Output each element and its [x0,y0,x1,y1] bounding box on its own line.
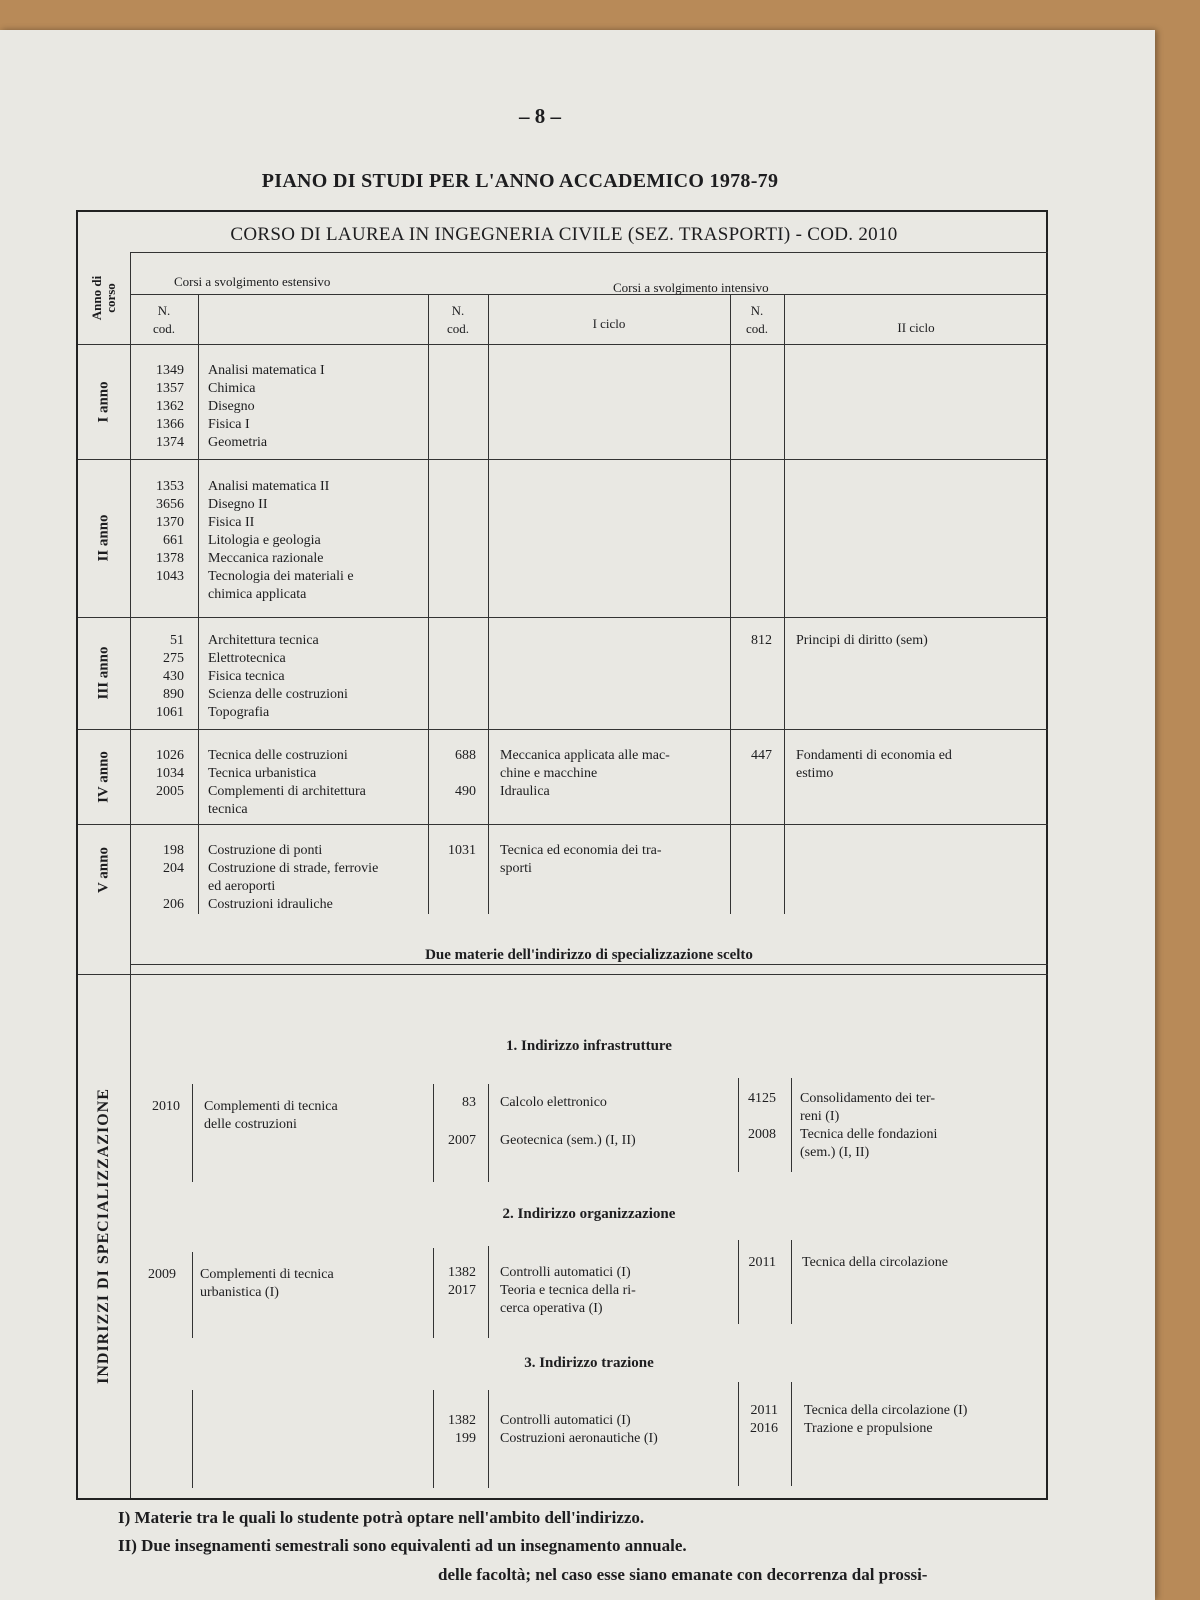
study-plan-table [76,210,1048,1500]
course-name: Fondamenti di economia ed [796,748,952,763]
page-title: PIANO DI STUDI PER L'ANNO ACCADEMICO 1978-79 [261,170,779,192]
course-name: Scienza delle costruzioni [208,687,348,702]
year-label: IV anno [95,751,112,803]
course-name: Controlli automatici (I) [500,1265,631,1280]
column-line [433,1248,434,1338]
group-title: 1. Indirizzo infrastrutture [506,1038,672,1054]
course-name: Meccanica applicata alle mac- [500,748,670,763]
course-code: 1034 [156,766,184,781]
course-name: Teoria e tecnica della ri- [500,1283,636,1298]
column-line [488,1390,489,1488]
course-code: 1374 [156,435,184,450]
course-code: 51 [170,633,184,648]
year-label: II anno [95,514,112,562]
extensive-header: Corsi a svolgimento estensivo [174,274,331,289]
course-name: Analisi matematica I [208,363,325,378]
course-name: Costruzioni aeronautiche (I) [500,1431,658,1446]
column-line [488,1246,489,1338]
course-name: Disegno II [208,497,268,512]
course-name: sporti [500,861,532,876]
course-code: 2016 [750,1421,778,1436]
course-name: Elettrotecnica [208,651,286,666]
footnote: I) Materie tra le quali lo studente potrà optare nell'ambito dell'indirizzo. [118,1508,645,1527]
course-code: 688 [455,748,476,763]
course-code: 1353 [156,479,184,494]
course-name: reni (I) [800,1109,840,1124]
course-name: Geometria [208,435,268,450]
course-code: 2011 [748,1255,776,1270]
course-name: Tecnica ed economia dei tra- [500,843,662,858]
header-line [130,294,1048,295]
course-code: 1349 [156,363,184,378]
column-line [192,1390,193,1488]
course-code: 1382 [448,1413,476,1428]
column-line [730,294,731,914]
group-title: 2. Indirizzo organizzazione [502,1206,676,1222]
course-name: chine e macchine [500,766,598,781]
course-name: Fisica tecnica [208,669,285,684]
course-code: 2010 [152,1099,180,1114]
course-code: 3656 [156,497,184,512]
year-label: V anno [95,847,112,893]
course-name: Fisica II [208,515,255,530]
course-name: Chimica [208,381,256,396]
course-name: Tecnica delle fondazioni [800,1127,938,1142]
course-name: Tecnica urbanistica [208,766,317,781]
header-line [78,344,1048,345]
code-header: N. cod. [446,303,470,336]
column-line [791,1240,792,1324]
group-title: 3. Indirizzo trazione [524,1355,654,1371]
column-line [488,1084,489,1182]
year-label: III anno [95,646,112,700]
year-label: I anno [95,381,112,423]
course-code: 661 [163,533,184,548]
course-code: 198 [163,843,184,858]
course-name: urbanistica (I) [200,1285,279,1300]
course-code: 1362 [156,399,184,414]
course-code: 1370 [156,515,184,530]
column-line [784,294,785,914]
course-code: 430 [163,669,184,684]
course-code: 1061 [156,705,184,720]
page-number: – 8 – [519,104,561,128]
intensive-header: Corsi a svolgimento intensivo [613,280,769,295]
course-name: Tecnica delle costruzioni [208,748,348,763]
course-name: Consolidamento dei ter- [800,1091,936,1106]
course-code: 2009 [148,1267,176,1282]
course-code: 490 [455,784,476,799]
course-name: Complementi di tecnica [204,1099,338,1114]
course-code: 2007 [448,1133,476,1148]
row-divider [78,974,1048,975]
course-name: Fisica I [208,417,250,432]
row-divider [130,964,1048,965]
row-divider [78,729,1048,730]
code-header: N. cod. [152,303,176,336]
specialization-note: Due materie dell'indirizzo di specializzazione scelto [425,947,753,963]
column-line [433,1390,434,1488]
course-code: 4125 [748,1091,776,1106]
course-name: Costruzioni idrauliche [208,897,333,912]
table-title: CORSO DI LAUREA IN INGEGNERIA CIVILE (SEZ. TRASPORTI) - COD. 2010 [230,224,898,245]
column-line [198,294,199,914]
header-line [130,252,1048,253]
year-column-header: Anno di corso [89,275,118,321]
row-divider [78,824,1048,825]
column-line [130,252,131,1498]
course-code: 206 [163,897,184,912]
course-code: 199 [455,1431,476,1446]
course-code: 2017 [448,1283,476,1298]
cycle2-header: II ciclo [897,320,935,335]
column-line [791,1382,792,1486]
course-name: Disegno [208,399,255,414]
course-code: 1031 [448,843,476,858]
column-line [433,1084,434,1182]
course-name: Principi di diritto (sem) [796,633,928,648]
column-line [738,1240,739,1324]
course-name: Idraulica [500,784,550,799]
code-header: N. cod. [745,303,769,336]
column-line [488,294,489,914]
column-line [428,294,429,914]
course-code: 1378 [156,551,184,566]
column-line [738,1078,739,1172]
course-name: chimica applicata [208,587,307,602]
course-code: 2008 [748,1127,776,1142]
course-code: 890 [163,687,184,702]
document-page [0,30,1155,1600]
column-line [791,1078,792,1172]
column-line [192,1084,193,1182]
course-name: ed aeroporti [208,879,276,894]
course-name: cerca operativa (I) [500,1301,603,1316]
course-name: Calcolo elettronico [500,1095,607,1110]
cycle1-header: I ciclo [592,316,626,331]
course-name: Analisi matematica II [208,479,330,494]
specialization-label: INDIRIZZI DI SPECIALIZZAZIONE [95,1088,112,1384]
course-name: Complementi di architettura [208,784,366,799]
course-name: Geotecnica (sem.) (I, II) [500,1133,636,1148]
course-code: 2005 [156,784,184,799]
column-line [192,1252,193,1338]
footnote: II) Due insegnamenti semestrali sono equivalenti ad un insegnamento annuale. [118,1536,687,1555]
course-name: Trazione e propulsione [804,1421,933,1436]
course-code: 1382 [448,1265,476,1280]
course-name: Tecnica della circolazione (I) [804,1403,968,1418]
course-name: (sem.) (I, II) [800,1145,870,1160]
course-name: Complementi di tecnica [200,1267,334,1282]
course-code: 1357 [156,381,184,396]
course-code: 204 [163,861,184,876]
course-name: Topografia [208,705,270,720]
course-name: Costruzione di ponti [208,843,323,858]
course-name: Tecnologia dei materiali e [208,569,354,584]
footnote: delle facoltà; nel caso esse siano emanate con decorrenza dal prossi- [438,1565,928,1584]
row-divider [78,459,1048,460]
course-code: 1043 [156,569,184,584]
course-code: 83 [462,1095,476,1110]
course-code: 1366 [156,417,184,432]
course-name: Litologia e geologia [208,533,321,548]
course-code: 447 [751,748,772,763]
row-divider [78,617,1048,618]
course-code: 812 [751,633,772,648]
column-line [738,1382,739,1486]
course-code: 2011 [750,1403,778,1418]
course-name: Architettura tecnica [208,633,319,648]
course-code: 1026 [156,748,184,763]
course-name: Meccanica razionale [208,551,324,566]
course-name: estimo [796,766,834,781]
course-name: Controlli automatici (I) [500,1413,631,1428]
course-name: Costruzione di strade, ferrovie [208,861,379,876]
course-name: Tecnica della circolazione [802,1255,948,1270]
course-code: 275 [163,651,184,666]
course-name: tecnica [208,802,248,817]
course-name: delle costruzioni [204,1117,297,1132]
